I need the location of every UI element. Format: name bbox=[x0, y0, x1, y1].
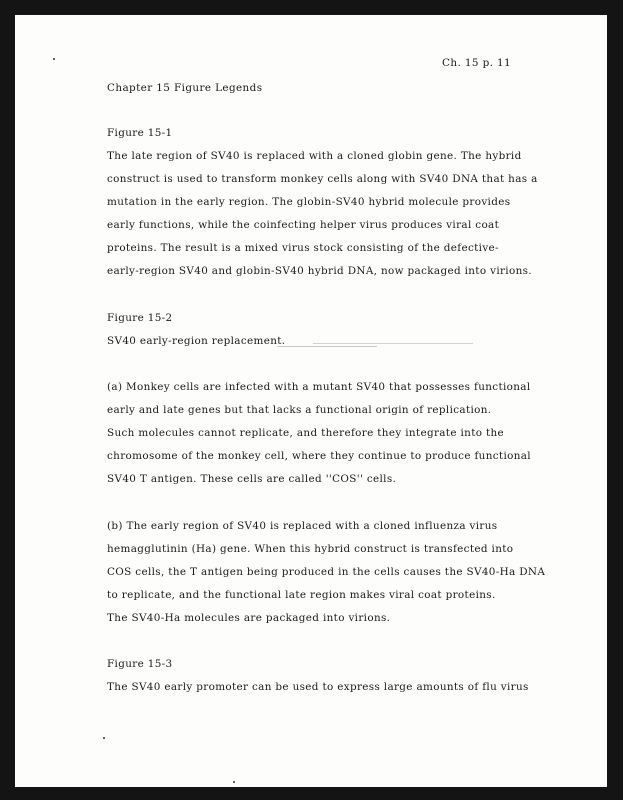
figure-15-2b-text: hemagglutinin (Ha) gene. When this hybrid construct is transfected into bbox=[107, 543, 514, 555]
chapter-title: Chapter 15 Figure Legends bbox=[107, 82, 263, 94]
figure-15-2a-text: Such molecules cannot replicate, and therefore they integrate into the bbox=[107, 427, 505, 439]
scan-artifact-rule bbox=[277, 346, 377, 347]
figure-15-2a-text: chromosome of the monkey cell, where they continue to produce functional bbox=[107, 450, 531, 462]
figure-15-1-text: mutation in the early region. The globin-SV40 hybrid molecule provides bbox=[107, 196, 511, 208]
figure-15-1-text: proteins. The result is a mixed virus stock consisting of the defective- bbox=[107, 242, 499, 254]
figure-15-2b-text: The SV40-Ha molecules are packaged into virions. bbox=[107, 612, 391, 624]
page-speck bbox=[53, 58, 55, 60]
figure-15-2a-text: early and late genes but that lacks a functional origin of replication. bbox=[107, 404, 492, 416]
figure-15-2-title: SV40 early-region replacement. bbox=[107, 335, 286, 347]
figure-15-2a-text: (a) Monkey cells are infected with a mutant SV40 that possesses functional bbox=[107, 381, 531, 393]
document-page bbox=[15, 15, 607, 787]
figure-15-1-text: early-region SV40 and globin-SV40 hybrid DNA, now packaged into virions. bbox=[107, 265, 532, 277]
figure-15-1-text: early functions, while the coinfecting helper virus produces viral coat bbox=[107, 219, 500, 231]
figure-15-1-heading: Figure 15-1 bbox=[107, 127, 173, 139]
figure-15-3-text: The SV40 early promoter can be used to express large amounts of flu virus bbox=[107, 681, 529, 693]
figure-15-2-heading: Figure 15-2 bbox=[107, 312, 173, 324]
scan-artifact-rule bbox=[313, 343, 473, 344]
figure-15-2b-text: to replicate, and the functional late region makes viral coat proteins. bbox=[107, 589, 496, 601]
figure-15-1-text: construct is used to transform monkey cells along with SV40 DNA that has a bbox=[107, 173, 538, 185]
figure-15-2b-text: COS cells, the T antigen being produced in the cells causes the SV40-Ha DNA bbox=[107, 566, 546, 578]
figure-15-2a-text: SV40 T antigen. These cells are called ''COS'' cells. bbox=[107, 473, 397, 485]
page-reference: Ch. 15 p. 11 bbox=[442, 57, 512, 69]
page-speck bbox=[103, 737, 105, 739]
figure-15-2b-text: (b) The early region of SV40 is replaced with a cloned influenza virus bbox=[107, 520, 498, 532]
figure-15-3-heading: Figure 15-3 bbox=[107, 658, 173, 670]
page-speck bbox=[233, 781, 235, 783]
figure-15-1-text: The late region of SV40 is replaced with a cloned globin gene. The hybrid bbox=[107, 150, 522, 162]
